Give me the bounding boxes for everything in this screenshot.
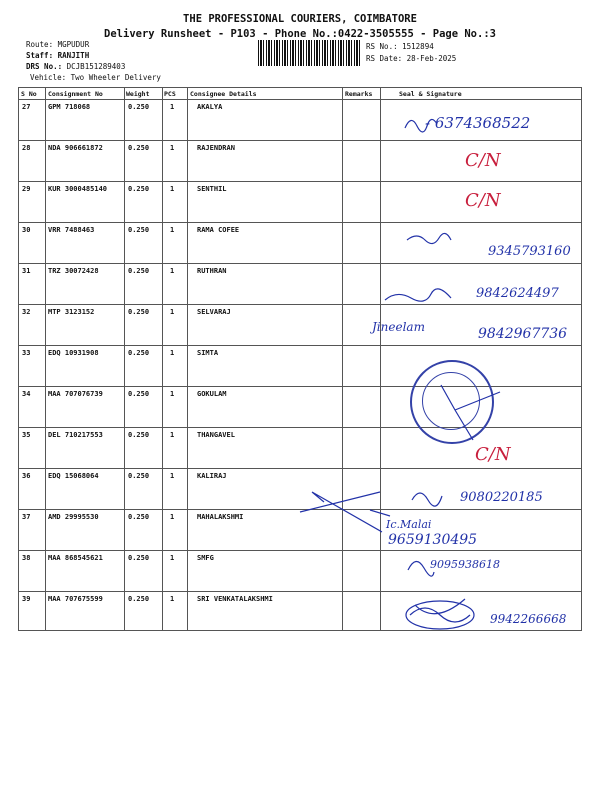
drs-value: DCJB151289403 bbox=[66, 62, 126, 71]
hand-r37b: Ic.Malai bbox=[386, 518, 432, 531]
col-weight-header: Weight bbox=[126, 90, 150, 98]
row-pcs: 1 bbox=[170, 267, 175, 275]
row-sno: 39 bbox=[22, 595, 31, 603]
row-consignee: SRI VENKATALAKSHMI bbox=[197, 595, 273, 603]
row-consignment: MTP 3123152 bbox=[48, 308, 95, 316]
hand-r27: - 6374368522 bbox=[425, 114, 531, 132]
row-consignee: SENTHIL bbox=[197, 185, 227, 193]
col-sno-header: S No bbox=[21, 90, 37, 98]
hand-r38: 9095938618 bbox=[430, 558, 500, 571]
row-weight: 0.250 bbox=[128, 144, 150, 152]
row-weight: 0.250 bbox=[128, 226, 150, 234]
row-consignee: SELVARAJ bbox=[197, 308, 231, 316]
signature-row32 bbox=[385, 289, 451, 301]
row-consignment: MAA 868545621 bbox=[48, 554, 103, 562]
row-pcs: 1 bbox=[170, 308, 175, 316]
rs-no-value: 1512894 bbox=[402, 42, 434, 51]
row-consignment: MAA 707076739 bbox=[48, 390, 103, 398]
row-pcs: 1 bbox=[170, 431, 175, 439]
row-weight: 0.250 bbox=[128, 308, 150, 316]
row-pcs: 1 bbox=[170, 513, 175, 521]
row-weight: 0.250 bbox=[128, 472, 150, 480]
seal-signature-row34 bbox=[441, 385, 500, 440]
row-pcs: 1 bbox=[170, 185, 175, 193]
row-weight: 0.250 bbox=[128, 103, 150, 111]
row-consignment: NDA 906661872 bbox=[48, 144, 103, 152]
row-weight: 0.250 bbox=[128, 267, 150, 275]
route-value: MGPUDUR bbox=[57, 40, 90, 49]
row-consignment: TRZ 30072428 bbox=[48, 267, 99, 275]
row-consignee: KALIRAJ bbox=[197, 472, 227, 480]
row-consignment: DEL 710217553 bbox=[48, 431, 103, 439]
row-sno: 31 bbox=[22, 267, 31, 275]
rs-date-value: 28-Feb-2025 bbox=[406, 54, 457, 63]
row-weight: 0.250 bbox=[128, 595, 150, 603]
row-consignee: SMFG bbox=[197, 554, 214, 562]
row-weight: 0.250 bbox=[128, 554, 150, 562]
row-consignee: RAJENDRAN bbox=[197, 144, 235, 152]
row-pcs: 1 bbox=[170, 226, 175, 234]
row-sno: 29 bbox=[22, 185, 31, 193]
row-consignee: MAHALAKSHMI bbox=[197, 513, 244, 521]
col-consignee-header: Consignee Details bbox=[190, 90, 257, 98]
signature-row37 bbox=[412, 493, 442, 506]
row-consignee: SIMTA bbox=[197, 349, 219, 357]
row-sno: 38 bbox=[22, 554, 31, 562]
row-pcs: 1 bbox=[170, 349, 175, 357]
col-consignment-header: Consignment No bbox=[48, 90, 103, 98]
hand-r39: 9942266668 bbox=[490, 612, 567, 626]
hand-r37c: 9659130495 bbox=[388, 532, 478, 548]
row-sno: 32 bbox=[22, 308, 31, 316]
row-sno: 27 bbox=[22, 103, 31, 111]
row-consignee: AKALYA bbox=[197, 103, 223, 111]
row-sno: 28 bbox=[22, 144, 31, 152]
row-pcs: 1 bbox=[170, 595, 175, 603]
staff-value: RANJITH bbox=[57, 51, 90, 60]
row-consignee: RUTHRAN bbox=[197, 267, 227, 275]
hand-r32: 9842624497 bbox=[476, 286, 559, 301]
signature-row30 bbox=[407, 233, 451, 243]
row-sno: 35 bbox=[22, 431, 31, 439]
row-pcs: 1 bbox=[170, 390, 175, 398]
staff-label: Staff: bbox=[26, 51, 54, 60]
hand-r36: C/N bbox=[475, 444, 511, 465]
company-title: THE PROFESSIONAL COURIERS, COIMBATORE bbox=[183, 13, 417, 25]
runsheet-title: Delivery Runsheet - P103 - Phone No.:0422-3505555 - Page No.:3 bbox=[104, 28, 496, 40]
row-consignment: GPM 718068 bbox=[48, 103, 91, 111]
row-weight: 0.250 bbox=[128, 513, 150, 521]
row-consignment: KUR 3000485140 bbox=[48, 185, 108, 193]
row-sno: 34 bbox=[22, 390, 31, 398]
row-sno: 30 bbox=[22, 226, 31, 234]
row-consignment: AMD 29995530 bbox=[48, 513, 99, 521]
hand-r29: C/N bbox=[465, 190, 501, 211]
row-pcs: 1 bbox=[170, 144, 175, 152]
hand-r28: C/N bbox=[465, 150, 501, 171]
hand-r33: 9842967736 bbox=[478, 326, 568, 342]
row-consignment: EDQ 10931908 bbox=[48, 349, 99, 357]
row-weight: 0.250 bbox=[128, 349, 150, 357]
vehicle-value: Two Wheeler Delivery bbox=[70, 73, 161, 82]
signature-row39-scribble bbox=[410, 599, 470, 622]
row-consignee: THANGAVEL bbox=[197, 431, 235, 439]
col-pcs-header: PCS bbox=[164, 90, 176, 98]
hand-r37a: 9080220185 bbox=[460, 490, 543, 505]
hand-r30: 9345793160 bbox=[488, 244, 571, 259]
col-remarks-header: Remarks bbox=[345, 90, 373, 98]
row-weight: 0.250 bbox=[128, 185, 150, 193]
route-label: Route: bbox=[26, 40, 54, 49]
row-sno: 33 bbox=[22, 349, 31, 357]
col-seal-header: Seal & Signature bbox=[399, 90, 462, 98]
row-sno: 37 bbox=[22, 513, 31, 521]
strike-lines-row37 bbox=[300, 492, 390, 532]
row-sno: 36 bbox=[22, 472, 31, 480]
rs-date-label: RS Date: bbox=[366, 54, 403, 63]
row-weight: 0.250 bbox=[128, 390, 150, 398]
row-consignee: RAMA COFEE bbox=[197, 226, 240, 234]
row-pcs: 1 bbox=[170, 472, 175, 480]
row-consignment: MAA 707675599 bbox=[48, 595, 103, 603]
hand-r32b: Jineelam bbox=[372, 320, 425, 334]
row-consignee: GOKULAM bbox=[197, 390, 227, 398]
row-pcs: 1 bbox=[170, 103, 175, 111]
row-pcs: 1 bbox=[170, 554, 175, 562]
rs-no-label: RS No.: bbox=[366, 42, 398, 51]
row-consignment: VRR 7488463 bbox=[48, 226, 95, 234]
row-consignment: EDQ 15068064 bbox=[48, 472, 99, 480]
row-weight: 0.250 bbox=[128, 431, 150, 439]
drs-label: DRS No.: bbox=[26, 62, 63, 71]
vehicle-label: Vehicle: bbox=[30, 73, 67, 82]
